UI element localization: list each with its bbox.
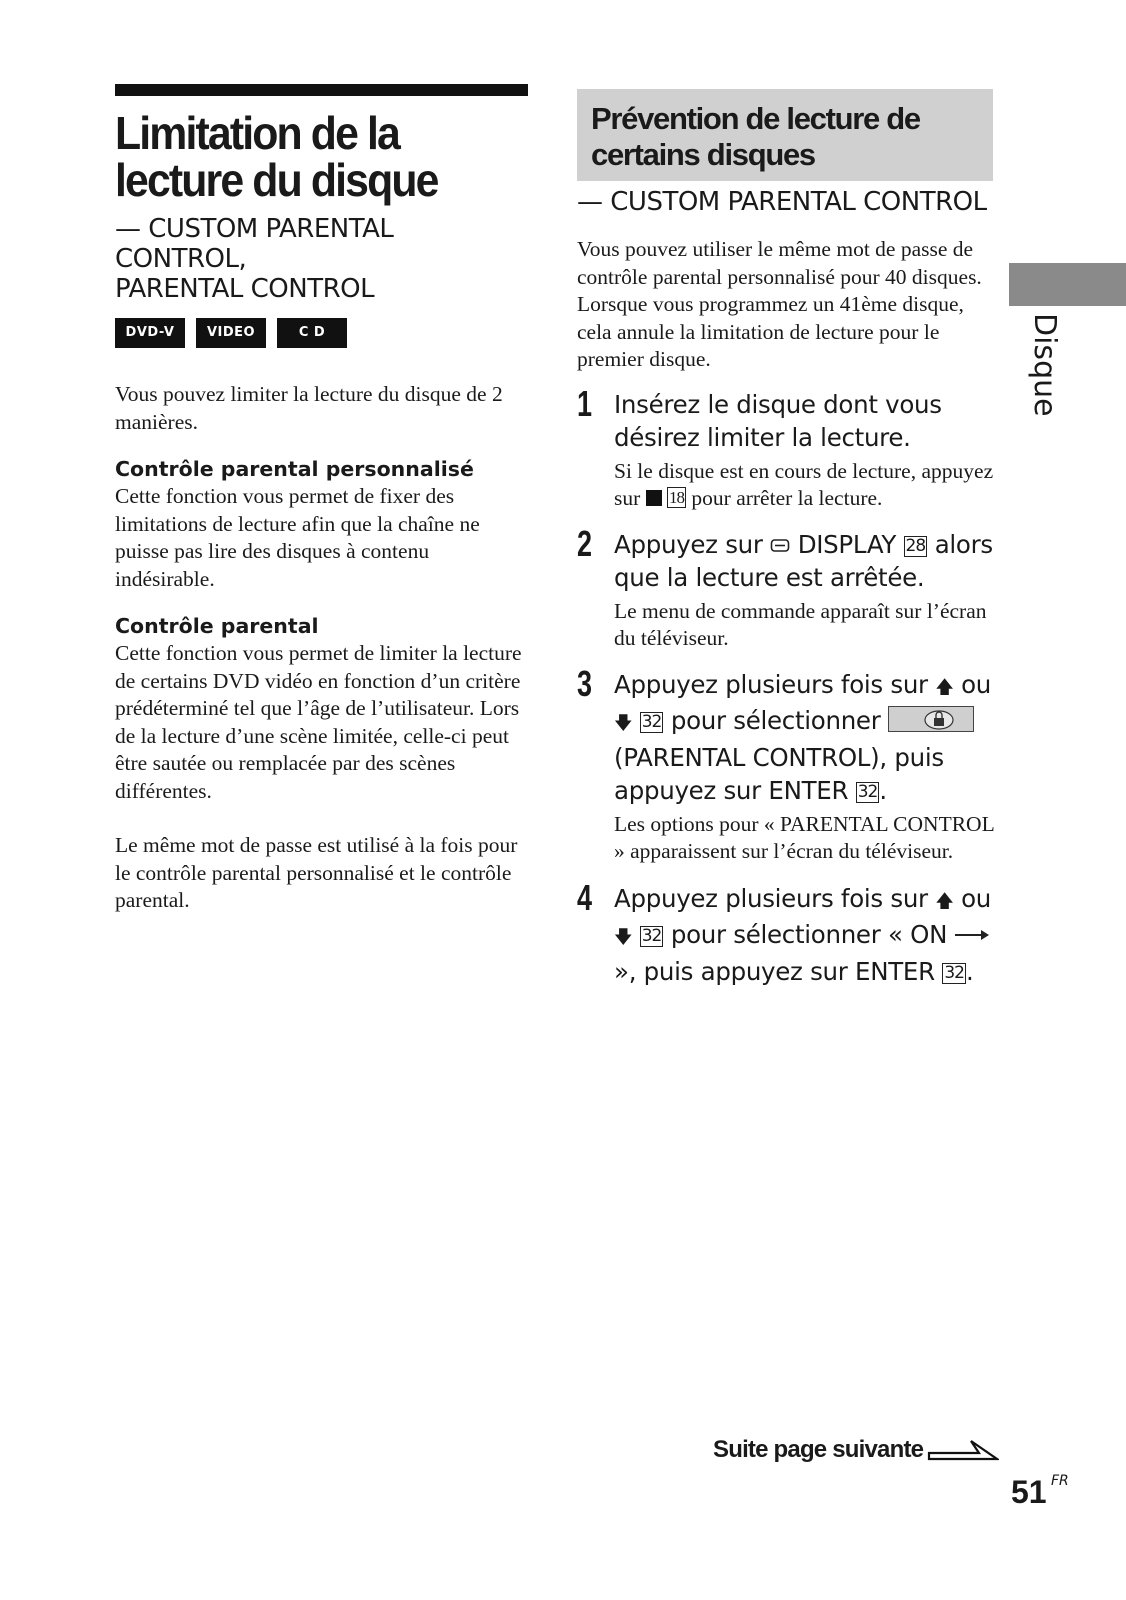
section-heading-parental: Contrôle parental bbox=[115, 614, 319, 638]
key-reference: 32 bbox=[857, 782, 878, 802]
key-reference: 32 bbox=[641, 926, 662, 946]
instruction-text: ou bbox=[961, 669, 991, 699]
badge-cd: C D bbox=[277, 318, 347, 348]
continue-text: Suite page suivante bbox=[713, 1436, 924, 1463]
instruction-text: pour sélectionner bbox=[670, 920, 881, 949]
page-title: Limitation de la lecture du disque bbox=[115, 107, 438, 206]
step-instruction bbox=[614, 528, 997, 595]
down-arrow-icon: 🡇 bbox=[614, 713, 633, 734]
note-text: Si le disque est en cours de lecture, appuyez sur bbox=[614, 458, 994, 510]
continue-indicator bbox=[713, 1436, 999, 1464]
title-rule bbox=[115, 84, 528, 96]
step-note: Le menu de commande apparaît sur l’écran du téléviseur. bbox=[614, 598, 987, 650]
instruction-text: », puis appuyez sur ENTER bbox=[614, 956, 935, 986]
page-number: 51 bbox=[1011, 1474, 1047, 1510]
subtitle-line-1: — CUSTOM PARENTAL CONTROL, bbox=[115, 214, 394, 274]
instruction-text: Appuyez plusieurs fois sur bbox=[614, 669, 928, 699]
step-instruction: Insérez le disque dont vous désirez limiter la lecture. bbox=[614, 389, 942, 452]
subtitle-line-2: PARENTAL CONTROL bbox=[115, 274, 375, 304]
step-note: Les options pour « PARENTAL CONTROL » apparaissent sur l’écran du téléviseur. bbox=[614, 811, 994, 863]
instruction-text: alors que la lecture est arrêtée. bbox=[614, 529, 993, 592]
chapter-tab bbox=[1009, 263, 1126, 306]
parental-control-lock-icon bbox=[888, 706, 974, 732]
note-text: pour arrêter la lecture. bbox=[691, 485, 883, 510]
down-arrow-icon: 🡇 bbox=[614, 927, 633, 948]
instruction-text: DISPLAY bbox=[797, 529, 897, 559]
key-reference: 32 bbox=[641, 712, 662, 732]
intro-text: Vous pouvez limiter la lecture du disque de 2 manières. bbox=[115, 382, 503, 434]
step-instruction: Appuyez plusieurs fois sur 🡅 ou 🡇 32 pour sélectionner (PARENTAL CONTROL), puis appuyez sur ENTER 32. bbox=[614, 669, 991, 805]
stop-icon bbox=[646, 490, 662, 506]
key-reference: 18 bbox=[669, 487, 685, 507]
instruction-text: « ON bbox=[887, 920, 948, 949]
key-reference: 32 bbox=[944, 962, 964, 983]
closing-text: Le même mot de passe est utilisé à la fois pour le contrôle parental personnalisé et le contrôle parental. bbox=[115, 833, 518, 912]
step-number: 1 bbox=[577, 382, 593, 424]
up-arrow-icon: 🡅 bbox=[935, 676, 954, 698]
step-1 bbox=[577, 382, 997, 512]
section-heading-custom-parental: Contrôle parental personnalisé bbox=[115, 457, 474, 481]
right-column bbox=[577, 89, 997, 988]
badge-video-cd: VIDEO CD bbox=[196, 318, 266, 348]
badge-dvd-v: DVD-V bbox=[115, 318, 185, 348]
step-number: 2 bbox=[577, 522, 593, 564]
step-2 bbox=[577, 522, 997, 652]
right-arrow-icon bbox=[955, 928, 989, 942]
section-text-parental: Cette fonction vous permet de limiter la lecture de certains DVD vidéo en fonction d’un critère prédéterminé tel que l’âge de l’utilisateur. Lors de la lecture d’une scène limitée, celle-ci peut être sautée ou remplacée par des scènes différentes. bbox=[115, 641, 522, 803]
instruction-text: (PARENTAL CONTROL), puis appuyez sur ENTER bbox=[614, 742, 944, 805]
disc-type-badges bbox=[115, 318, 528, 370]
display-button-icon bbox=[770, 538, 790, 554]
step-note bbox=[614, 458, 997, 512]
section-text-custom-parental: Cette fonction vous permet de fixer des limitations de lecture afin que la chaîne ne puisse pas lire des disques à contenu indésirable. bbox=[115, 484, 480, 591]
step-number: 4 bbox=[577, 876, 593, 918]
prevention-intro: Vous pouvez utiliser le même mot de passe de contrôle parental personnalisé pour 40 disques. Lorsque vous programmez un 41ème disque, cela annule la limitation de lecture pour le premier disque. bbox=[577, 237, 982, 371]
key-reference: 28 bbox=[905, 535, 926, 556]
instruction-text: pour sélectionner bbox=[670, 706, 881, 735]
step-4 bbox=[577, 876, 997, 989]
instruction-text: ou bbox=[961, 883, 991, 913]
left-column bbox=[115, 84, 528, 915]
section-subtitle: — CUSTOM PARENTAL CONTROL bbox=[577, 187, 987, 217]
step-3 bbox=[577, 662, 997, 865]
continue-arrow-icon bbox=[927, 1437, 999, 1463]
step-instruction: Appuyez plusieurs fois sur 🡅 ou 🡇 32 pour sélectionner « ON », puis appuyez sur ENTER 32. bbox=[614, 883, 991, 986]
instruction-text: Appuyez sur bbox=[614, 529, 763, 559]
page-language-code: FR bbox=[1051, 1473, 1069, 1489]
section-heading-prevention: Prévention de lecture de certains disques bbox=[577, 89, 993, 181]
page-subtitle bbox=[115, 214, 528, 304]
chapter-tab-label: Disque bbox=[1027, 313, 1062, 417]
up-arrow-icon: 🡅 bbox=[935, 890, 954, 912]
instruction-text: Appuyez plusieurs fois sur bbox=[614, 883, 928, 913]
step-number: 3 bbox=[577, 662, 593, 704]
